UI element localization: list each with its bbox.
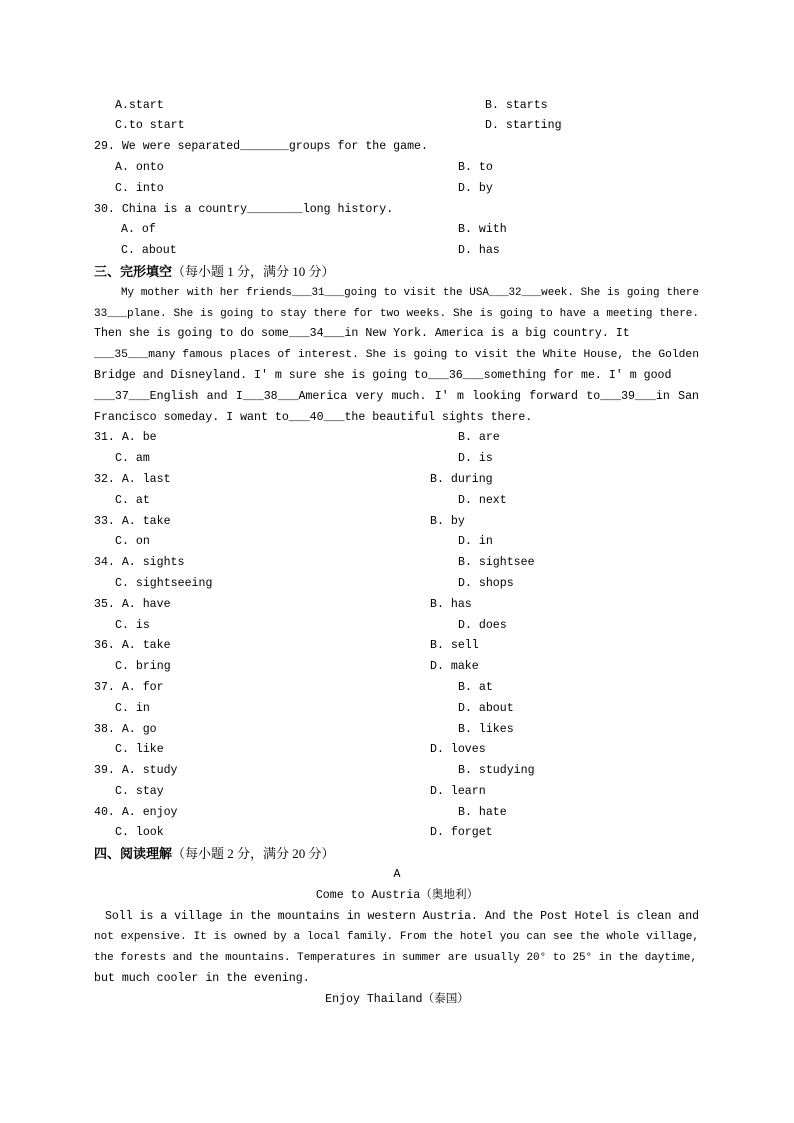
q29-stem xyxy=(94,137,428,158)
passage-a-line: the forests and the mountains. Temperatures in summer are usually 20° to 25° in the daytime, xyxy=(94,952,697,965)
q38-options-row-ab xyxy=(0,720,794,741)
q36-number-and-option-a xyxy=(94,636,171,657)
q32-option-a: A. last xyxy=(121,472,171,486)
q40-number-and-option-a xyxy=(94,803,178,824)
q33-number: 33. xyxy=(94,514,115,528)
reading-heading xyxy=(94,844,335,865)
q32-options-row-cd xyxy=(0,491,794,512)
q31-options-row-cd xyxy=(0,449,794,470)
cloze-heading xyxy=(94,262,335,283)
q34-option-d: D. shops xyxy=(458,576,514,590)
q35-option-c: C. is xyxy=(115,618,150,632)
q39-number: 39. xyxy=(94,764,115,778)
q33-option-d: D. in xyxy=(458,535,493,549)
q35-options-row-cd xyxy=(0,616,794,637)
q28-options-row-ab xyxy=(0,96,794,117)
passage-a-row xyxy=(0,907,794,928)
q36-option-b: B. sell xyxy=(430,639,479,653)
q36-options-row-cd xyxy=(0,657,794,678)
q32-option-c: C. at xyxy=(115,493,150,507)
cloze-passage-row xyxy=(0,366,794,387)
q37-options-row-cd xyxy=(0,699,794,720)
q34-options-row-ab xyxy=(0,553,794,574)
cloze-passage-line: My mother with her friends___31___going to visit the USA___32___week. She is going there xyxy=(121,286,699,299)
q40-option-d: D. forget xyxy=(430,826,493,840)
q30-options-row-cd xyxy=(0,241,794,262)
q31-option-a: A. be xyxy=(121,431,157,445)
q34-option-a: A. sights xyxy=(121,556,185,570)
q39-option-c: C. stay xyxy=(115,784,164,798)
cloze-passage-line: ___35___many famous places of interest. She is going to visit the White House, the Golden xyxy=(94,349,699,362)
q38-option-a: A. go xyxy=(121,722,157,736)
q40-option-b: B. hate xyxy=(458,805,507,819)
q29-option-d: D. by xyxy=(458,181,493,195)
q37-option-b: B. at xyxy=(458,680,493,694)
q29-number: 29. xyxy=(94,140,115,154)
page-content xyxy=(0,96,794,1011)
q40-options-row-cd xyxy=(0,823,794,844)
q34-number: 34. xyxy=(94,556,115,570)
q36-option-a: A. take xyxy=(121,639,171,653)
q35-number: 35. xyxy=(94,597,115,611)
q35-option-d: D. does xyxy=(458,618,507,632)
q37-option-d: D. about xyxy=(458,701,514,715)
q37-number: 37. xyxy=(94,680,115,694)
q31-options-row-ab xyxy=(0,428,794,449)
q32-options-row-ab xyxy=(0,470,794,491)
cloze-heading-row xyxy=(0,262,794,283)
q33-options-row-cd xyxy=(0,532,794,553)
q30-number: 30. xyxy=(94,202,115,216)
q31-option-d: D. is xyxy=(458,452,493,466)
q32-option-b: B. during xyxy=(430,472,493,486)
q35-number-and-option-a xyxy=(94,595,171,616)
q38-number: 38. xyxy=(94,722,115,736)
cloze-passage-row xyxy=(0,283,794,304)
q40-option-c: C. look xyxy=(115,826,164,840)
q28-option-a: A.start xyxy=(115,98,164,112)
q29-option-b: B. to xyxy=(458,160,493,174)
q39-option-b: B. studying xyxy=(458,764,535,778)
q38-option-b: B. likes xyxy=(458,722,514,736)
q34-option-b: B. sightsee xyxy=(458,556,535,570)
q29-options-row-cd xyxy=(0,179,794,200)
reading-heading-title: 四、阅读理解 xyxy=(94,846,173,862)
q29-option-c: C. into xyxy=(115,181,164,195)
q40-number: 40. xyxy=(94,805,115,819)
q40-option-a: A. enjoy xyxy=(121,805,178,819)
q35-option-b: B. has xyxy=(430,597,472,611)
q33-number-and-option-a xyxy=(94,512,171,533)
cloze-section xyxy=(0,262,794,844)
q29-options-row-ab xyxy=(0,158,794,179)
reading-heading-note: （每小题 2 分，满分 20 分） xyxy=(172,846,335,862)
passage-a-title-row xyxy=(0,886,794,907)
q30-option-b: B. with xyxy=(458,223,507,237)
cloze-passage-line: Then she is going to do some___34___in New York. America is a big country. It xyxy=(94,327,630,341)
q33-options-row-ab xyxy=(0,512,794,533)
q36-option-c: C. bring xyxy=(115,660,171,674)
q28-option-c: C.to start xyxy=(115,119,185,133)
q38-options-row-cd xyxy=(0,740,794,761)
q29-option-a: A. onto xyxy=(115,160,164,174)
passage-a-line: but much cooler in the evening. xyxy=(94,972,310,986)
q36-options-row-ab xyxy=(0,636,794,657)
q32-number-and-option-a xyxy=(94,470,171,491)
q36-number: 36. xyxy=(94,639,115,653)
q37-options-row-ab xyxy=(0,678,794,699)
cloze-passage-row xyxy=(0,304,794,325)
q37-number-and-option-a xyxy=(94,678,164,699)
q36-option-d: D. make xyxy=(430,660,479,674)
q33-option-a: A. take xyxy=(121,514,171,528)
q38-option-d: D. loves xyxy=(430,743,486,757)
cloze-passage-row xyxy=(0,387,794,408)
reading-heading-row xyxy=(0,844,794,865)
q31-number: 31. xyxy=(94,431,115,445)
q28-option-d: D. starting xyxy=(485,119,562,133)
cloze-passage-line: ___37___English and I___38___America very much. I' m looking forward to___39___in San xyxy=(94,389,699,403)
cloze-passage-row xyxy=(0,345,794,366)
cloze-passage-row xyxy=(0,324,794,345)
q30-option-d: D. has xyxy=(458,244,500,258)
q34-option-c: C. sightseeing xyxy=(115,576,213,590)
q31-option-b: B. are xyxy=(458,431,500,445)
q28-option-b: B. starts xyxy=(485,98,548,112)
passage-a-line: not expensive. It is owned by a local family. From the hotel you can see the whole village, xyxy=(94,931,699,944)
cloze-passage-line: Bridge and Disneyland. I' m sure she is going to___36___something for me. I' m good xyxy=(94,368,672,382)
q35-option-a: A. have xyxy=(121,597,171,611)
passage-b-title-row xyxy=(0,990,794,1011)
q37-option-a: A. for xyxy=(121,680,164,694)
q30-option-c: C. about xyxy=(121,244,177,258)
passage-a-row xyxy=(0,969,794,990)
q30-option-a: A. of xyxy=(121,223,156,237)
q28-options-row-cd xyxy=(0,116,794,137)
reading-part-label-row xyxy=(0,865,794,886)
q38-number-and-option-a xyxy=(94,720,157,741)
q39-options-row-ab xyxy=(0,761,794,782)
q31-option-c: C. am xyxy=(115,452,150,466)
q29-stem-text: We were separated_______groups for the game. xyxy=(121,140,428,154)
passage-a-title: Come to Austria（奥地利） xyxy=(315,888,479,902)
q30-stem xyxy=(94,200,393,221)
q33-option-b: B. by xyxy=(430,514,465,528)
cloze-heading-note: （每小题 1 分，满分 10 分） xyxy=(172,263,335,279)
q30-stem-text: China is a country________long history. xyxy=(121,202,394,216)
q39-options-row-cd xyxy=(0,782,794,803)
q30-stem-row xyxy=(0,200,794,221)
q33-option-c: C. on xyxy=(115,535,150,549)
passage-a-line: Soll is a village in the mountains in western Austria. And the Post Hotel is clean and xyxy=(105,909,699,923)
q35-options-row-ab xyxy=(0,595,794,616)
q32-option-d: D. next xyxy=(458,493,507,507)
q34-number-and-option-a xyxy=(94,553,184,574)
passage-a-row xyxy=(0,927,794,948)
cloze-passage-line: 33___plane. She is going to stay there for two weeks. She is going to have a meeting there. xyxy=(94,307,699,320)
q34-options-row-cd xyxy=(0,574,794,595)
cloze-heading-title: 三、完形填空 xyxy=(94,263,173,279)
q40-options-row-ab xyxy=(0,803,794,824)
q39-option-a: A. study xyxy=(121,764,178,778)
reading-part-label: A xyxy=(393,868,401,882)
q38-option-c: C. like xyxy=(115,743,164,757)
cloze-passage-row xyxy=(0,408,794,429)
passage-a-row xyxy=(0,948,794,969)
q31-number-and-option-a xyxy=(94,428,157,449)
multiple-choice-block xyxy=(0,96,794,262)
passage-b-title: Enjoy Thailand（泰国） xyxy=(325,992,469,1006)
q29-stem-row xyxy=(0,137,794,158)
cloze-passage-line: Francisco someday. I want to___40___the beautiful sights there. xyxy=(94,410,533,424)
reading-section xyxy=(0,844,794,1010)
q39-option-d: D. learn xyxy=(430,784,486,798)
q30-options-row-ab xyxy=(0,220,794,241)
q32-number: 32. xyxy=(94,472,115,486)
q37-option-c: C. in xyxy=(115,701,150,715)
q39-number-and-option-a xyxy=(94,761,178,782)
